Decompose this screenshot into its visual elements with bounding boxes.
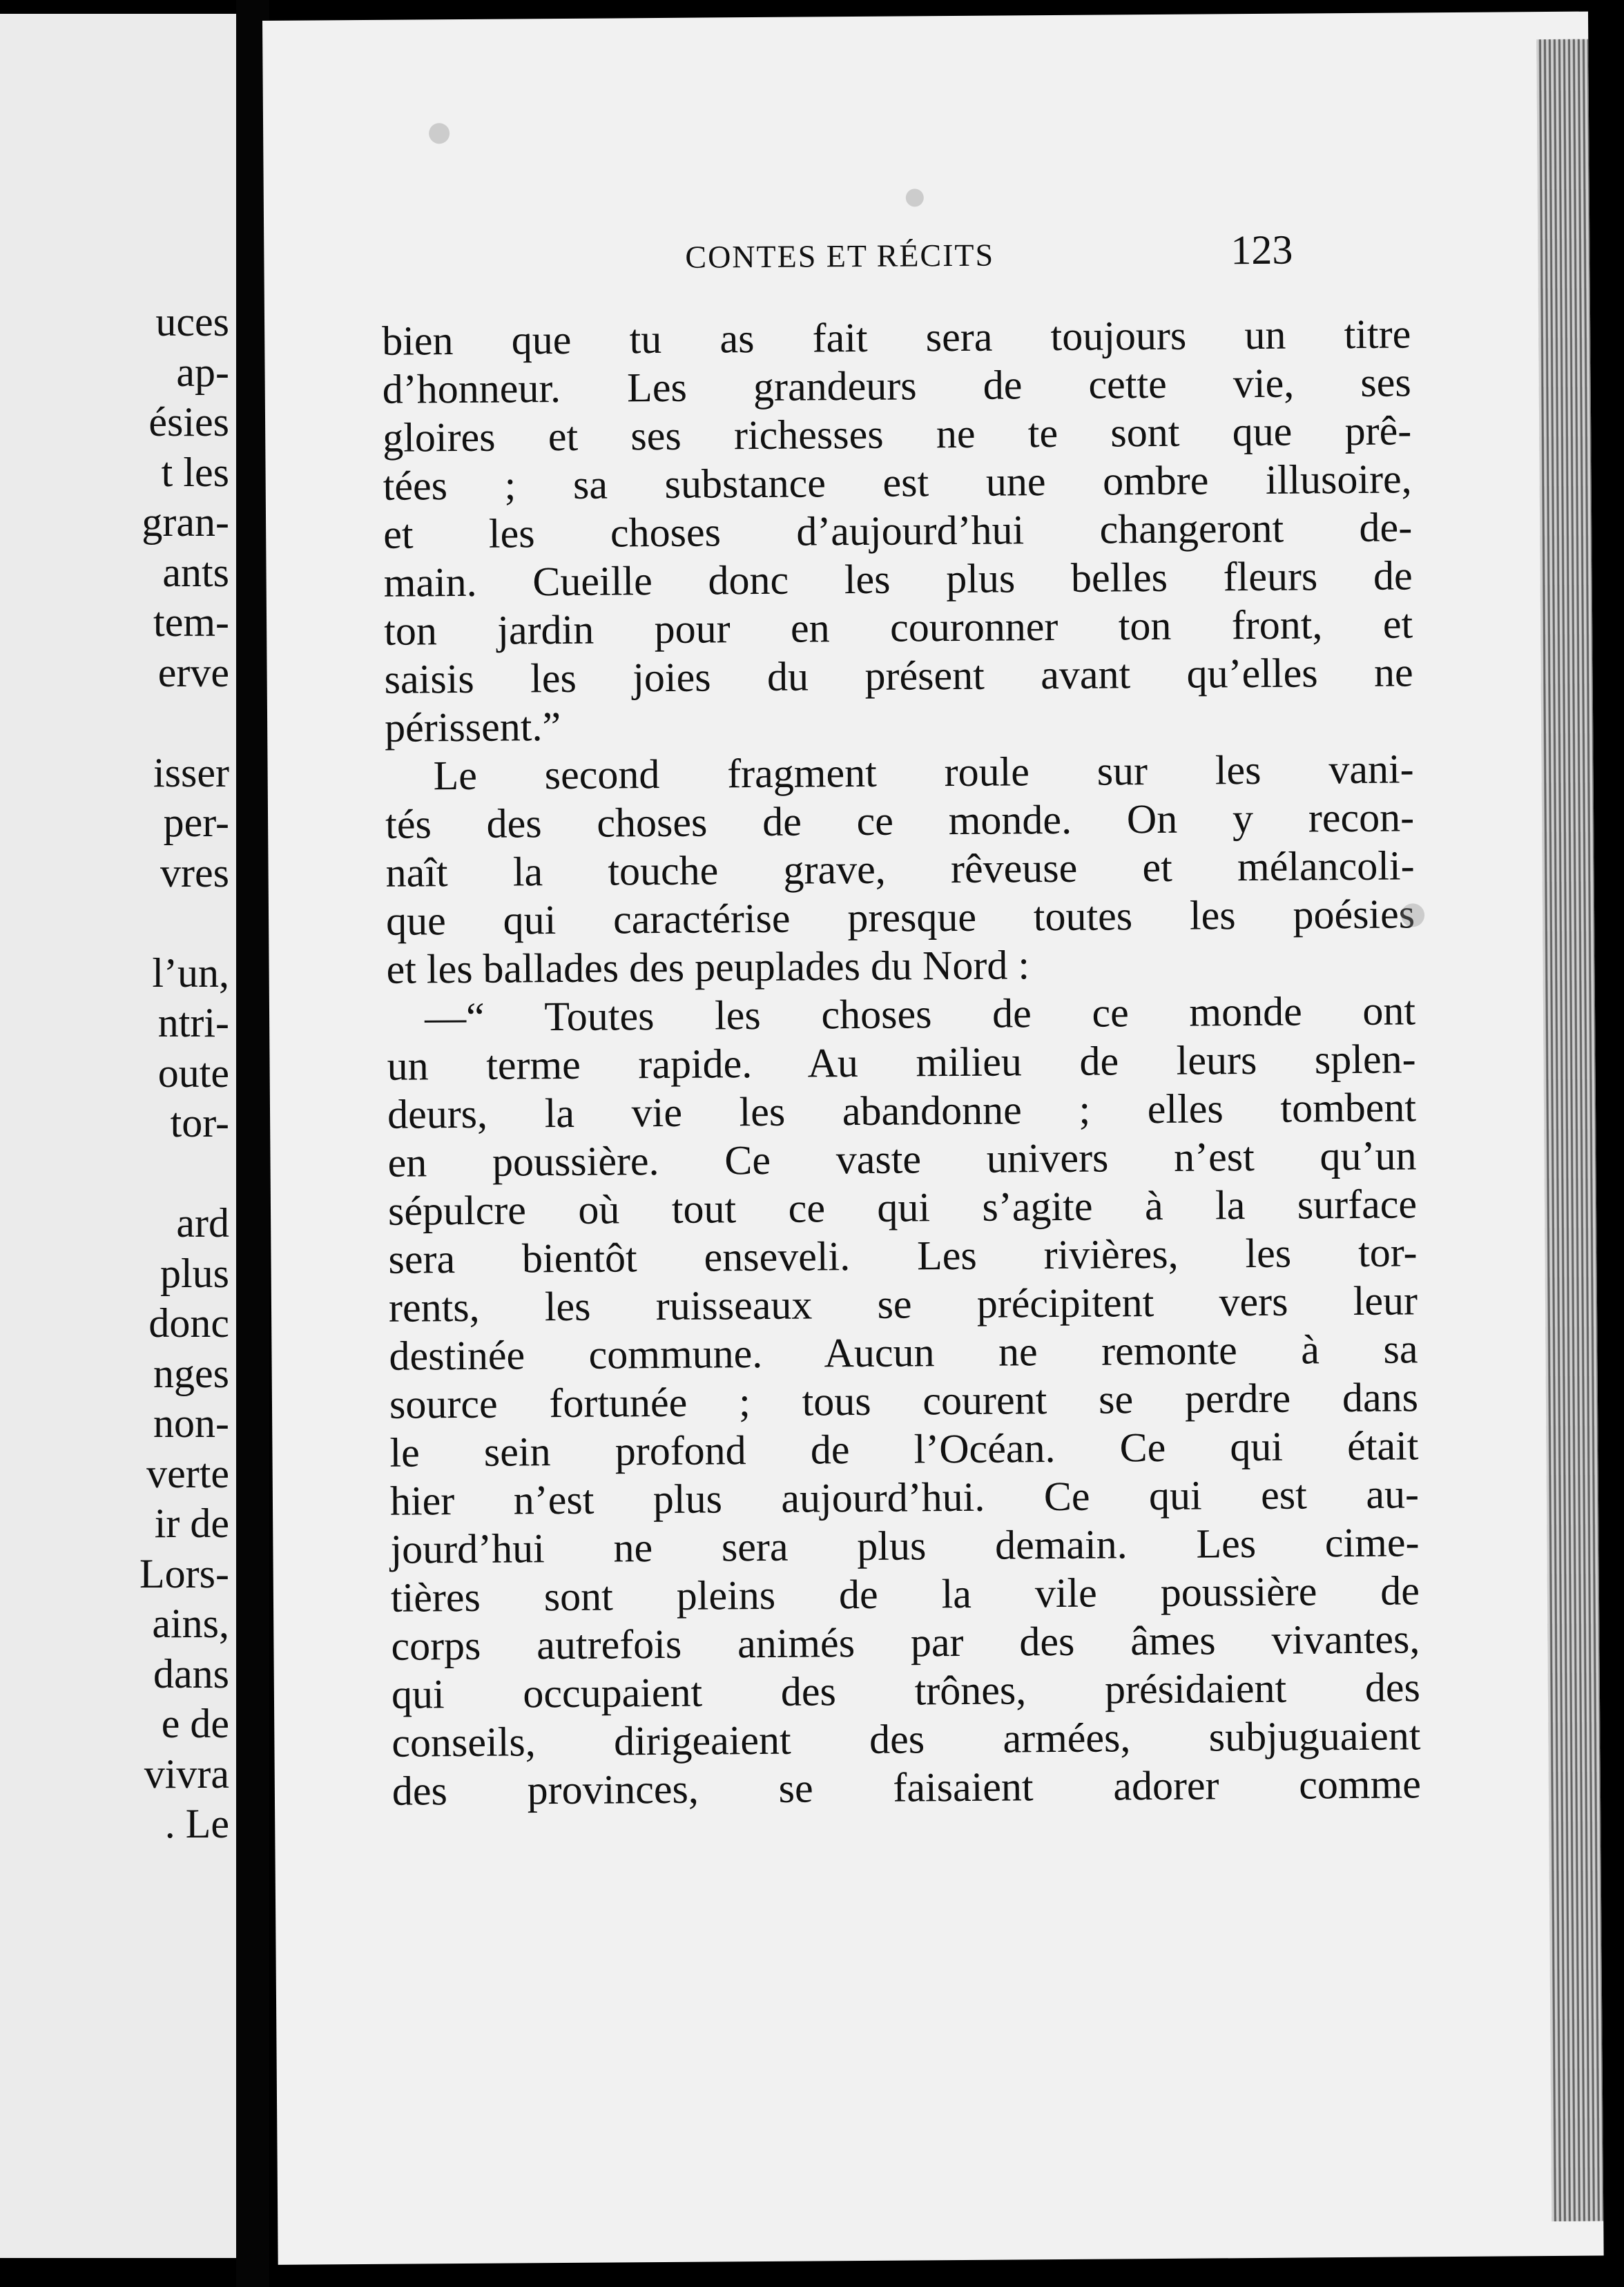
body-line: gloires et ses richesses ne te sont que prê- [382, 407, 1412, 461]
left-page-line: isser [153, 749, 229, 795]
body-line: périssent.” [384, 704, 561, 751]
body-line: destinée commune. Aucun ne remonte à sa [389, 1326, 1418, 1379]
body-line: le sein profond de l’Océan. Ce qui était [389, 1422, 1419, 1476]
left-page-line: nges [153, 1350, 229, 1396]
left-page-line: Lors- [139, 1550, 229, 1596]
left-page-line: erve [157, 649, 229, 695]
body-line: naît la touche grave, rêveuse et mélancoli- [385, 842, 1415, 896]
left-page-line: t les [161, 449, 229, 495]
body-line: que qui caractérise presque toutes les poésies [385, 891, 1415, 944]
body-line: un terme rapide. Au milieu de leurs splen- [387, 1036, 1416, 1089]
body-line: et les choses d’aujourd’hui changeront de- [383, 504, 1413, 557]
body-line: saisis les joies du présent avant qu’elles ne [384, 649, 1413, 702]
left-page-line: verte [146, 1450, 229, 1496]
body-line: en poussière. Ce vaste univers n’est qu’un [387, 1132, 1417, 1186]
page-number: 123 [1230, 226, 1293, 273]
left-page-line: ntri- [157, 1000, 229, 1045]
left-page-line: plus [160, 1250, 229, 1296]
left-page-line: non- [153, 1400, 229, 1446]
left-page-line: tem- [153, 599, 229, 645]
left-page-line: uces [155, 299, 229, 345]
body-line: —“ Toutes les choses de ce monde ont [424, 987, 1416, 1041]
left-page-line: donc [148, 1300, 229, 1346]
body-line: corps autrefois animés par des âmes vivantes, [391, 1616, 1420, 1669]
left-page-line: ir de [154, 1500, 229, 1546]
page-header [264, 219, 1507, 297]
body-line: source fortunée ; tous courent se perdre dans [389, 1374, 1419, 1427]
previous-page-fragment [0, 14, 236, 2258]
page-edges [1536, 39, 1603, 2221]
left-page-line: dans [153, 1650, 229, 1697]
body-line: qui occupaient des trônes, présidaient des [391, 1664, 1421, 1717]
left-page-line: ains, [152, 1601, 229, 1646]
body-line: main. Cueille donc les plus belles fleurs de [383, 552, 1413, 606]
left-page-line: per- [163, 800, 229, 845]
left-page-line: . Le [164, 1801, 229, 1846]
body-line: des provinces, se faisaient adorer comme [392, 1761, 1422, 1814]
body-line: hier n’est plus aujourd’hui. Ce qui est au- [389, 1471, 1420, 1524]
body-line: rents, les ruisseaux se précipitent vers leur [388, 1277, 1418, 1331]
left-page-line: tor- [170, 1100, 229, 1146]
body-line: et les ballades des peuplades du Nord : [386, 942, 1030, 992]
body-text [382, 309, 1421, 1815]
body-line: sépulcre où tout ce qui s’agite à la surface [387, 1181, 1418, 1234]
body-line: tés des choses de ce monde. On y recon- [385, 794, 1415, 847]
left-page-line: vres [160, 849, 229, 896]
body-line: tières sont pleins de la vile poussière de [390, 1567, 1420, 1621]
left-page-line: l’un, [152, 949, 229, 996]
running-head: CONTES ET RÉCITS [685, 237, 995, 275]
body-line: jourd’hui ne sera plus demain. Les cime- [390, 1519, 1420, 1572]
body-line: bien que tu as fait sera toujours un titre [382, 311, 1411, 364]
body-line: sera bientôt enseveli. Les rivières, les tor- [388, 1229, 1418, 1282]
left-page-line: e de [161, 1701, 229, 1746]
paper-speck [1401, 903, 1424, 927]
book-page [262, 12, 1604, 2265]
body-line: d’honneur. Les grandeurs de cette vie, ses [382, 359, 1411, 412]
paper-speck [429, 123, 450, 144]
left-page-line: gran- [142, 499, 229, 545]
left-page-line: ésies [148, 399, 229, 445]
left-page-line: ap- [176, 349, 229, 395]
body-line: conseils, dirigeaient des armées, subjuguaient [392, 1712, 1421, 1766]
left-page-line: ard [176, 1200, 229, 1246]
body-line: tées ; sa substance est une ombre illusoire, [383, 456, 1412, 509]
left-page-line: oute [157, 1050, 229, 1096]
body-line: Le second fragment roule sur les vani- [433, 746, 1414, 799]
body-line: ton jardin pour en couronner ton front, et [383, 601, 1413, 654]
left-page-line: vivra [144, 1750, 229, 1797]
body-line: deurs, la vie les abandonne ; elles tombent [387, 1084, 1417, 1137]
paper-speck [906, 189, 924, 206]
left-page-line: ants [162, 549, 229, 595]
